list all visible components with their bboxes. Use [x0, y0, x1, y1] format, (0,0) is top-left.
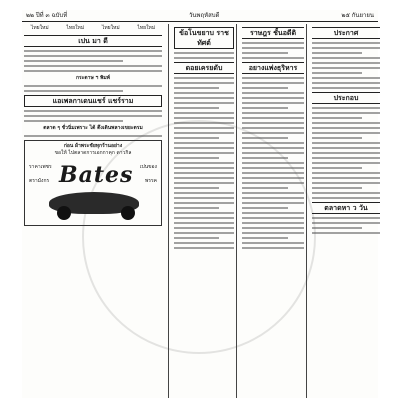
page-header: [22, 10, 378, 22]
side-label: ตรามังกร: [29, 178, 50, 184]
side-label: ราคาเพชร: [29, 164, 52, 170]
column-heading: ประกาศ: [312, 27, 380, 39]
column-subheading: ดอยเครยดับ: [174, 62, 234, 74]
ad-subtitle: ตลาด ๆ ชั่วนิ่มเพราะ ได้ ตึงเดินพลางเขยะตรม: [43, 125, 143, 131]
shoe-illustration: [29, 160, 157, 220]
wheel-shape: [57, 206, 71, 220]
column-subheading: อยางแพ่งธุริหาร: [242, 62, 304, 74]
shoe-ad-line: ขอให้ ไปตลาดการเอกกาคุก ดาวกิล: [54, 150, 132, 156]
column-subheading: ประกอบ: [312, 92, 380, 104]
column-3: [236, 24, 306, 398]
column-2: [168, 24, 236, 398]
newspaper-page: [22, 10, 378, 398]
ad-title: แอเพลกาเดนแชร์ แชร์ราม: [24, 95, 162, 107]
column-footer-heading: ตลาดหา ว วัน: [312, 202, 380, 214]
masthead-cell: ไทยใหม่: [66, 25, 85, 31]
issue-number: ๒๒ ปีที่ ๓ ฉบับที่: [26, 12, 68, 19]
masthead-cell: ไทยใหม่: [30, 25, 49, 31]
header-date: ๒๕ กันยายน: [341, 12, 374, 19]
masthead-cell: ไทยใหม่: [101, 25, 120, 31]
masthead-cell: ไทยใหม่: [137, 25, 156, 31]
side-label: เปนของ: [139, 164, 157, 170]
column-heading: ข้อโนขยาบ ราชทัศต์: [174, 27, 234, 49]
masthead-title: เปน มา ดี: [24, 35, 162, 47]
brand-logo: Bates: [59, 162, 134, 188]
header-weekday: วันพฤหัสบดี: [189, 12, 220, 19]
stamp-caption: กระดาษ ฯ พิมพ์: [76, 75, 110, 81]
column-4: [306, 24, 382, 398]
wheel-shape: [121, 206, 135, 220]
shoe-ad-line: ก่อน ผ้าพระชัยทุกร้านอย่าง: [63, 143, 123, 149]
shoe-advert: [24, 140, 162, 226]
masthead-row: [22, 24, 164, 32]
column-1: [22, 24, 164, 398]
side-label: พรรค: [144, 178, 157, 184]
column-heading: ราษฎร ชั้นอดีติ: [242, 27, 304, 39]
